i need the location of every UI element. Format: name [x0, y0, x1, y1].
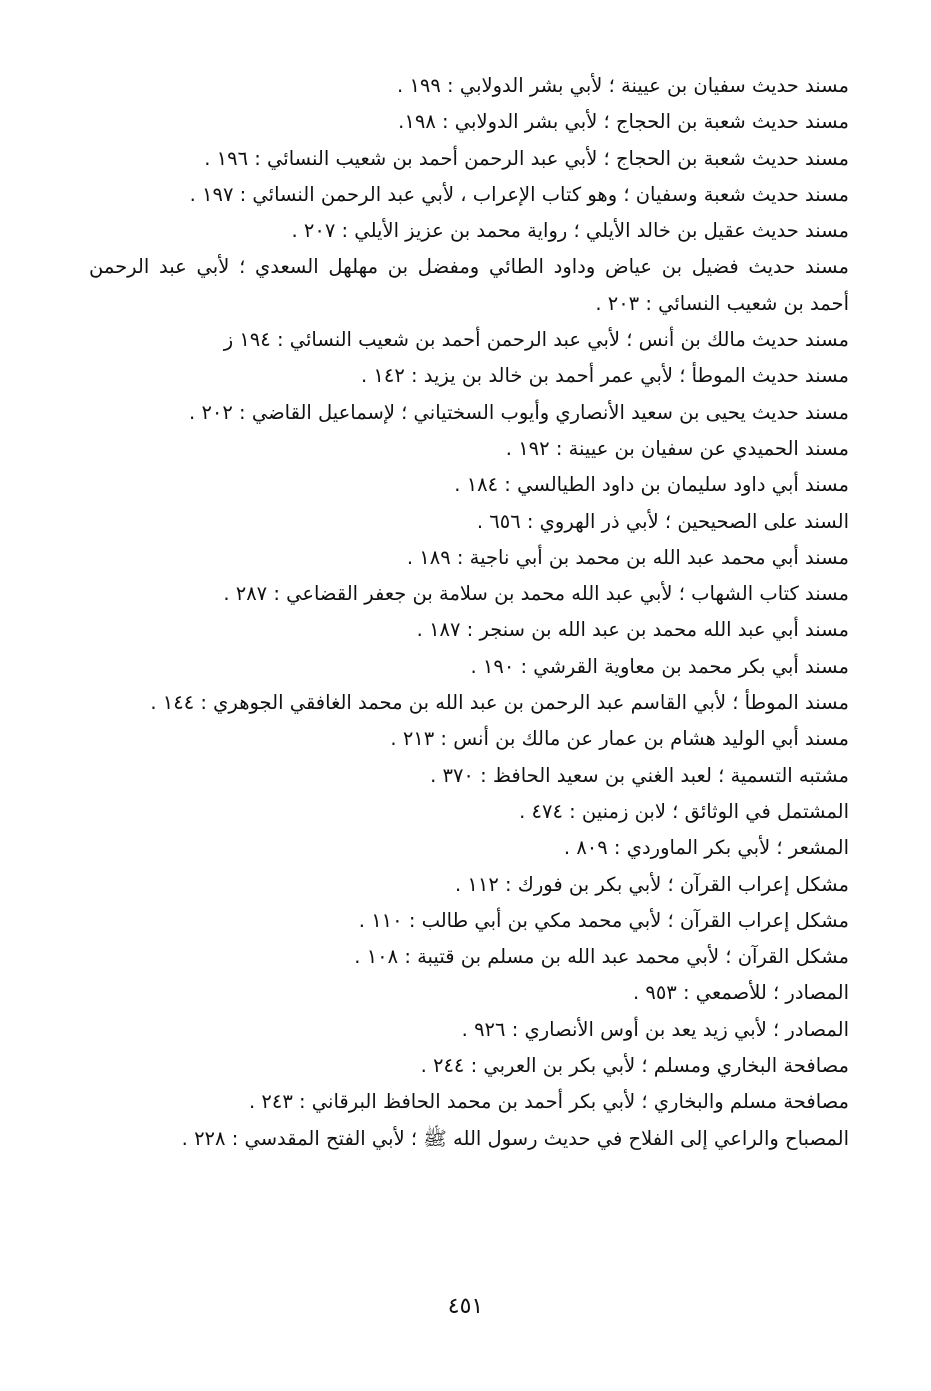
index-entry: مصافحة مسلم والبخاري ؛ لأبي بكر أحمد بن محمد الحافظ البرقاني : ٢٤٣ .: [249, 1090, 849, 1114]
index-entry: مسند الموطأ ؛ لأبي القاسم عبد الرحمن بن عبد الله بن محمد الغافقي الجوهري : ١٤٤ .: [150, 691, 849, 715]
index-entry: مسند حديث سفيان بن عيينة ؛ لأبي بشر الدولابي : ١٩٩ .: [397, 74, 849, 97]
index-entry: المصادر ؛ لأبي زيد يعد بن أوس الأنصاري : ٩٢٦ .: [461, 1017, 849, 1041]
index-entry: المصادر ؛ للأصمعي : ٩٥٣ .: [632, 981, 849, 1005]
index-entry: مسند أبي الوليد هشام بن عمار عن مالك بن أنس : ٢١٣ .: [390, 727, 849, 751]
index-entry: مسند أبي عبد الله محمد بن عبد الله بن سنجر : ١٨٧ .: [416, 618, 849, 642]
index-entry: مسند حديث الموطأ ؛ لأبي عمر أحمد بن خالد بن يزيد : ١٤٢ .: [361, 364, 849, 388]
index-entry: مسند أبي داود سليمان بن داود الطيالسي : ١٨٤ .: [454, 473, 849, 497]
index-entry: مسند أبي بكر محمد بن معاوية القرشي : ١٩٠ .: [470, 654, 849, 678]
index-entry: مصافحة البخاري ومسلم ؛ لأبي بكر بن العربي : ٢٤٤ .: [420, 1054, 849, 1078]
index-entry: مسند حديث مالك بن أنس ؛ لأبي عبد الرحمن أحمد بن شعيب النسائي : ١٩٤ ز: [223, 328, 849, 352]
index-entry: مسند حديث يحيى بن سعيد الأنصاري وأيوب السختياني ؛ لإسماعيل القاضي : ٢٠٢ .: [189, 400, 849, 424]
index-entry: مسند كتاب الشهاب ؛ لأبي عبد الله محمد بن سلامة بن جعفر القضاعي : ٢٨٧ .: [223, 582, 849, 606]
index-entry: مشكل القرآن ؛ لأبي محمد عبد الله بن مسلم بن قتيبة : ١٠٨ .: [354, 945, 849, 969]
index-entry-continuation: أحمد بن شعيب النسائي : ٢٠٣ .: [595, 291, 849, 315]
index-entries: [89, 68, 849, 1157]
index-entry: مسند حديث شعبة بن الحجاج ؛ لأبي بشر الدولابي : ١٩٨.: [398, 110, 849, 134]
index-entry: مسند الحميدي عن سفيان بن عيينة : ١٩٢ .: [505, 436, 849, 460]
page-number: ٤٥١: [447, 1294, 484, 1319]
index-entry: مسند حديث فضيل بن عياض وداود الطائي ومفضل بن مهلهل السعدي ؛ لأبي عبد الرحمن: [89, 255, 849, 279]
index-entry: المصباح والراعي إلى الفلاح في حديث رسول الله ﷺ ؛ لأبي الفتح المقدسي : ٢٢٨ .: [181, 1126, 849, 1150]
index-entry: مشكل إعراب القرآن ؛ لأبي بكر بن فورك : ١١٢ .: [455, 872, 849, 896]
index-entry: مسند حديث شعبة بن الحجاج ؛ لأبي عبد الرحمن أحمد بن شعيب النسائي : ١٩٦ .: [204, 146, 849, 170]
index-entry: المشتمل في الوثائق ؛ لابن زمنين : ٤٧٤ .: [519, 799, 849, 823]
index-entry: مسند حديث شعبة وسفيان ؛ وهو كتاب الإعراب ، لأبي عبد الرحمن النسائي : ١٩٧ .: [189, 182, 849, 206]
index-entry: مشتبه التسمية ؛ لعبد الغني بن سعيد الحافظ : ٣٧٠ .: [430, 763, 849, 787]
index-entry: مشكل إعراب القرآن ؛ لأبي محمد مكي بن أبي طالب : ١١٠ .: [358, 908, 849, 932]
index-entry: مسند أبي محمد عبد الله بن محمد بن أبي ناجية : ١٨٩ .: [406, 545, 849, 569]
index-entry: السند على الصحيحين ؛ لأبي ذر الهروي : ٦٥٦ .: [476, 509, 849, 533]
index-entry: المشعر ؛ لأبي بكر الماوردي : ٨٠٩ .: [563, 836, 849, 860]
index-entry: مسند حديث عقيل بن خالد الأيلي ؛ رواية محمد بن عزيز الأيلي : ٢٠٧ .: [291, 219, 849, 243]
